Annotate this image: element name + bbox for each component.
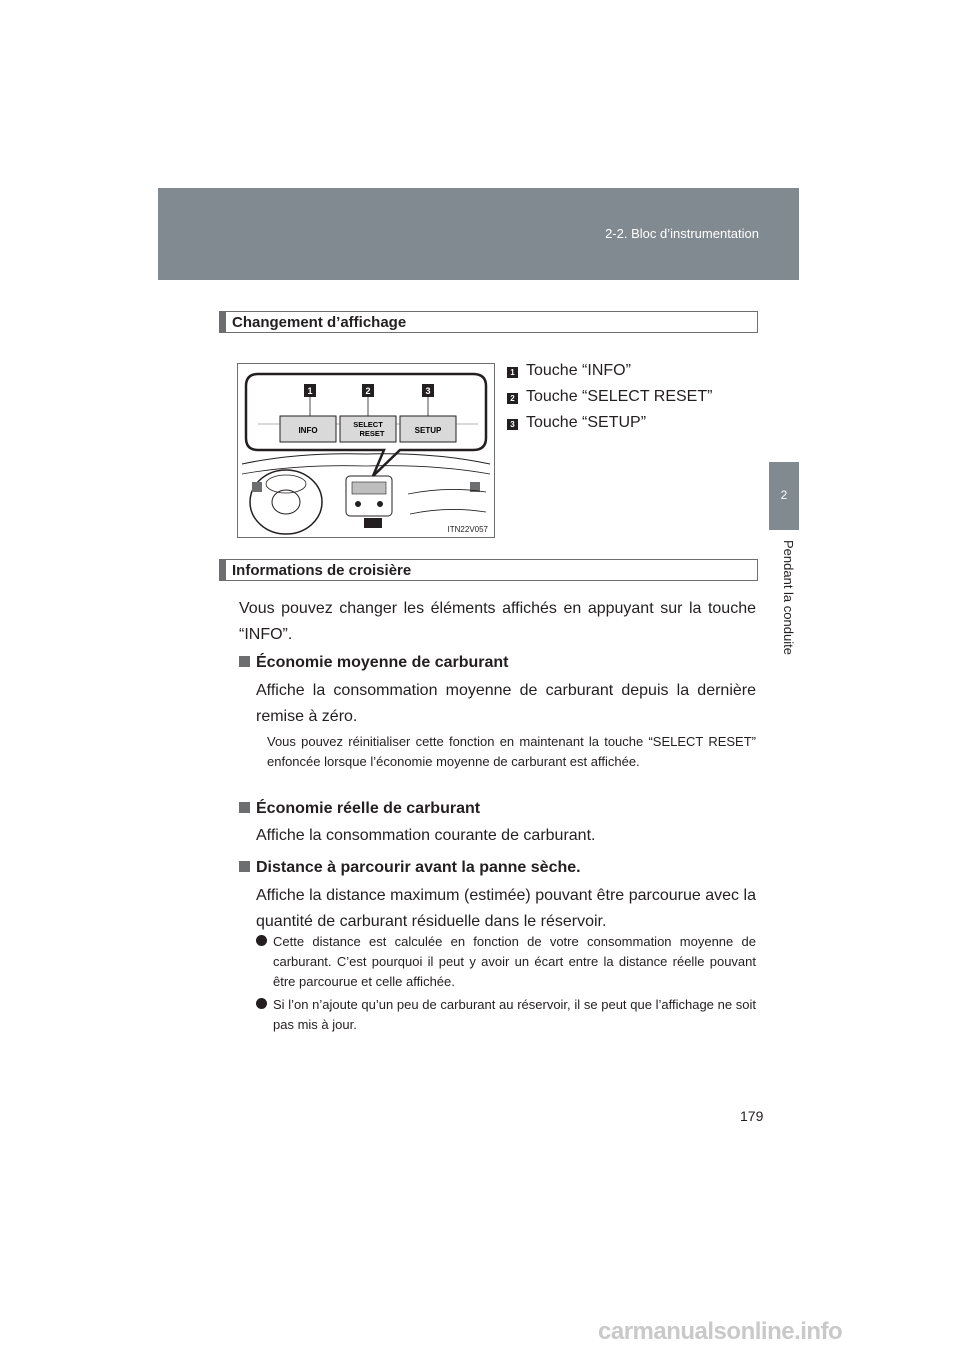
square-bullet-icon [239, 802, 250, 813]
item-note: Vous pouvez réinitialiser cette fonction en maintenant la touche “SELECT RESET” enfoncée lorsque l’économie moyenne de carburant est affichée. [267, 734, 756, 769]
legend-text: Touche “INFO” [526, 362, 631, 379]
figure-code: ITN22V057 [447, 525, 488, 534]
item-description: Affiche la consommation courante de carburant. [256, 827, 596, 844]
svg-text:3: 3 [425, 386, 431, 396]
intro-paragraph: Vous pouvez changer les éléments affichés en appuyant sur la touche “INFO”. [239, 600, 756, 643]
legend-number: 1 [507, 367, 518, 378]
item-heading-text: Économie réelle de carburant [256, 800, 481, 817]
watermark: carmanualsonline.info [598, 1318, 843, 1345]
svg-text:2: 2 [365, 386, 371, 396]
bullet-dot-icon [256, 935, 267, 946]
item-heading-text: Économie moyenne de carburant [256, 654, 509, 671]
item-heading-text: Distance à parcourir avant la panne sèche. [256, 859, 581, 876]
legend-number: 2 [507, 393, 518, 404]
section-heading-display-change [219, 311, 758, 333]
bullet-text: Si l’on n’ajoute qu’un peu de carburant au réservoir, il se peut que l’affichage ne soit pas mis à jour. [273, 997, 756, 1032]
legend-number: 3 [507, 419, 518, 430]
item-heading [239, 859, 581, 877]
dashboard-drawing [238, 364, 494, 537]
item-heading [239, 654, 509, 672]
legend-text: Touche “SETUP” [526, 414, 647, 431]
dashboard-illustration [237, 363, 495, 538]
section-heading-bar [220, 312, 226, 332]
svg-text:SELECT: SELECT [353, 420, 383, 429]
svg-text:1: 1 [307, 386, 313, 396]
item-description: Affiche la distance maximum (estimée) pouvant être parcourue avec la quantité de carburant résiduelle dans le réservoir. [256, 887, 756, 930]
header-section-title: 2-2. Bloc d’instrumentation [605, 226, 759, 241]
square-bullet-icon [239, 861, 250, 872]
section-heading-text: Changement d’affichage [232, 314, 407, 331]
bullet-dot-icon [256, 998, 267, 1009]
section-heading-text: Informations de croisière [232, 562, 412, 579]
svg-text:SETUP: SETUP [414, 426, 442, 435]
svg-text:INFO: INFO [298, 426, 318, 435]
section-heading-cruise-info [219, 559, 758, 581]
item-description: Affiche la consommation moyenne de carburant depuis la dernière remise à zéro. [256, 682, 756, 725]
chapter-label: Pendant la conduite [781, 540, 796, 655]
item-heading [239, 800, 480, 818]
header-band [158, 188, 799, 280]
square-bullet-icon [239, 656, 250, 667]
page-number: 179 [740, 1108, 764, 1124]
legend-text: Touche “SELECT RESET” [526, 388, 713, 405]
svg-text:RESET: RESET [359, 429, 385, 438]
section-heading-bar [220, 560, 226, 580]
chapter-tab: 2 [769, 462, 799, 530]
bullet-text: Cette distance est calculée en fonction de votre consommation moyenne de carburant. C’est pourquoi il peut y avoir un écart entre la distance réelle pouvant être parcourue et celle affichée. [273, 934, 756, 989]
